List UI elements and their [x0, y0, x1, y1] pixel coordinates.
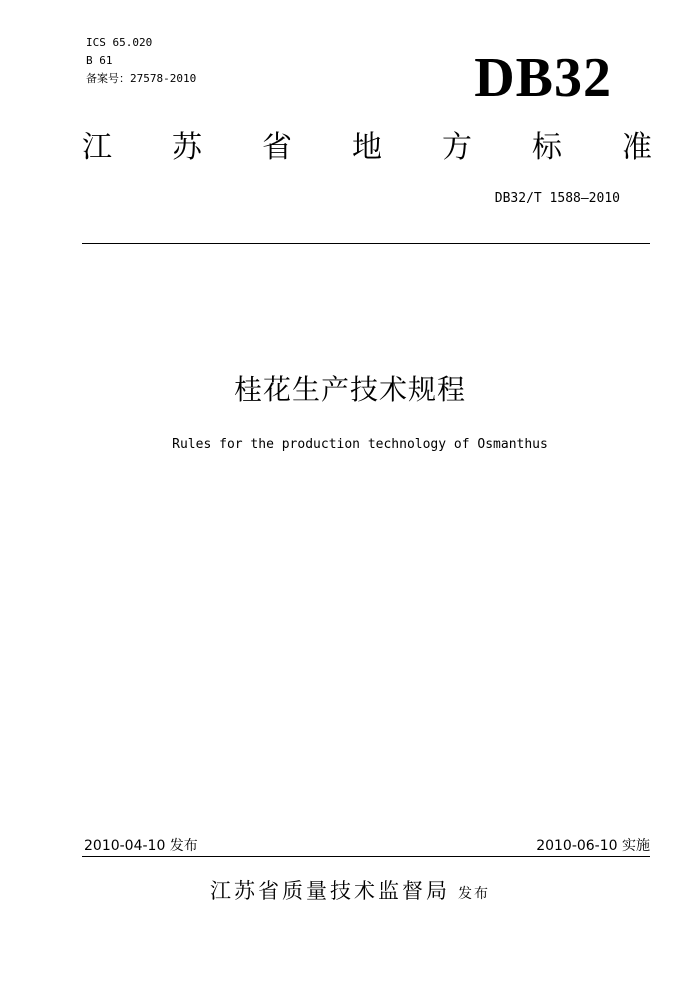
- classification-code: B 61: [86, 54, 113, 67]
- issue-date: 2010-04-10 发布: [84, 838, 198, 854]
- standard-type-char: 方: [442, 130, 472, 165]
- standard-type-char: 地: [352, 130, 382, 165]
- record-number: 备案号：27578-2010: [86, 72, 197, 85]
- implementation-date: 2010-06-10 实施: [536, 838, 650, 854]
- document-title-english: Rules for the production technology of Osmanthus: [172, 437, 548, 452]
- standard-logo: DB32: [474, 47, 612, 109]
- bottom-divider: [82, 856, 650, 857]
- standard-type-char: 江: [82, 130, 112, 165]
- top-divider: [82, 243, 650, 244]
- standard-number: DB32/T 1588—2010: [494, 191, 620, 206]
- issuer-name: 江苏省质量技术监督局: [210, 879, 450, 903]
- standard-type-heading: [82, 128, 652, 168]
- standard-type-char: 省: [262, 130, 292, 165]
- issuer-suffix: 发布: [458, 886, 490, 902]
- standard-type-char: 苏: [172, 130, 202, 165]
- standard-type-char: 准: [622, 130, 652, 165]
- issuer-line: [0, 876, 700, 909]
- standard-type-char: 标: [532, 130, 562, 165]
- document-title-chinese: 桂花生产技术规程: [233, 373, 466, 406]
- ics-code: ICS 65.020: [86, 36, 153, 49]
